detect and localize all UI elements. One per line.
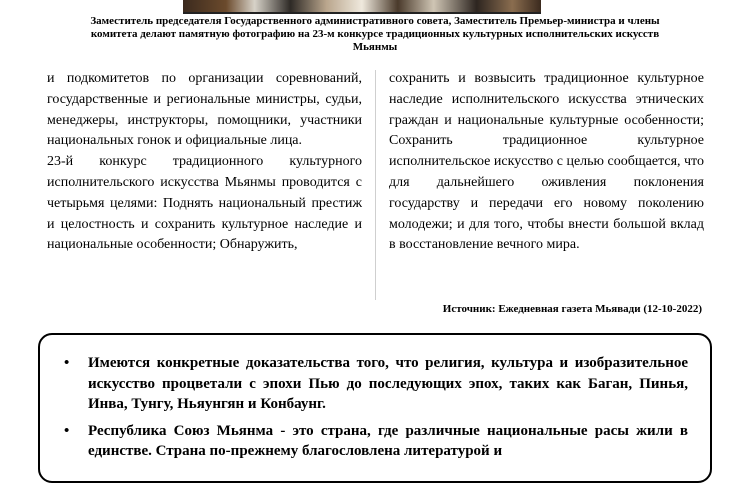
- event-photo: [183, 0, 541, 14]
- fact-text: Республика Союз Мьянма - это страна, где различные национальные расы жили в единстве. Страна по-прежнему благословлена литературой и: [88, 422, 688, 459]
- article-right-column: [389, 69, 704, 256]
- fact-box: [38, 333, 712, 483]
- article-left-column: [47, 69, 362, 256]
- fact-list: [64, 353, 688, 462]
- bullet-icon: •: [64, 422, 70, 439]
- column-divider: [375, 70, 376, 300]
- bullet-icon: •: [64, 355, 70, 371]
- right-paragraph-1: сохранить и возвысить традиционное культурное наследие исполнительского искусства этнических граждан и национальные культурные особенности; Сохранить традиционное культурное исполнительское искусство с целью сообщается, что для дальнейшего оживления поклонения государству и передачи его новому поколению молодежи; и для того, чтобы внести большой вклад в восстановление вечного мира.: [389, 71, 704, 253]
- fact-text: Имеются конкретные доказательства того, что религия, культура и изобразительное искусство процветали с эпохи Пью до последующих эпох, таких как Баган, Пинья, Инва, Тунгу, Ньяунгян и Конбаунг.: [88, 355, 688, 412]
- left-paragraph-1: и подкомитетов по организации соревнований, государственные и региональные министры, судьи, менеджеры, инструкторы, помощники, участники национальных гонок и официальные лица.: [47, 71, 362, 149]
- fact-item: [64, 353, 688, 415]
- left-paragraph-2: 23-й конкурс традиционного культурного исполнительского искусства Мьянмы проводится с четырьмя целями: Поднять национальный престиж и целостность и сохранить культурное наследие и национальные особенности; Обнаружить,: [47, 154, 362, 253]
- source-credit: Источник: Ежедневная газета Мьявади (12-10-2022): [442, 303, 702, 315]
- photo-caption: Заместитель председателя Государственного административного совета, Заместитель Премьер-министра и члены комитета делают памятную фотографию на 23-м конкурсе традиционных культурных исполнительских искусств Мьянмы: [90, 15, 660, 53]
- fact-item: [64, 421, 688, 462]
